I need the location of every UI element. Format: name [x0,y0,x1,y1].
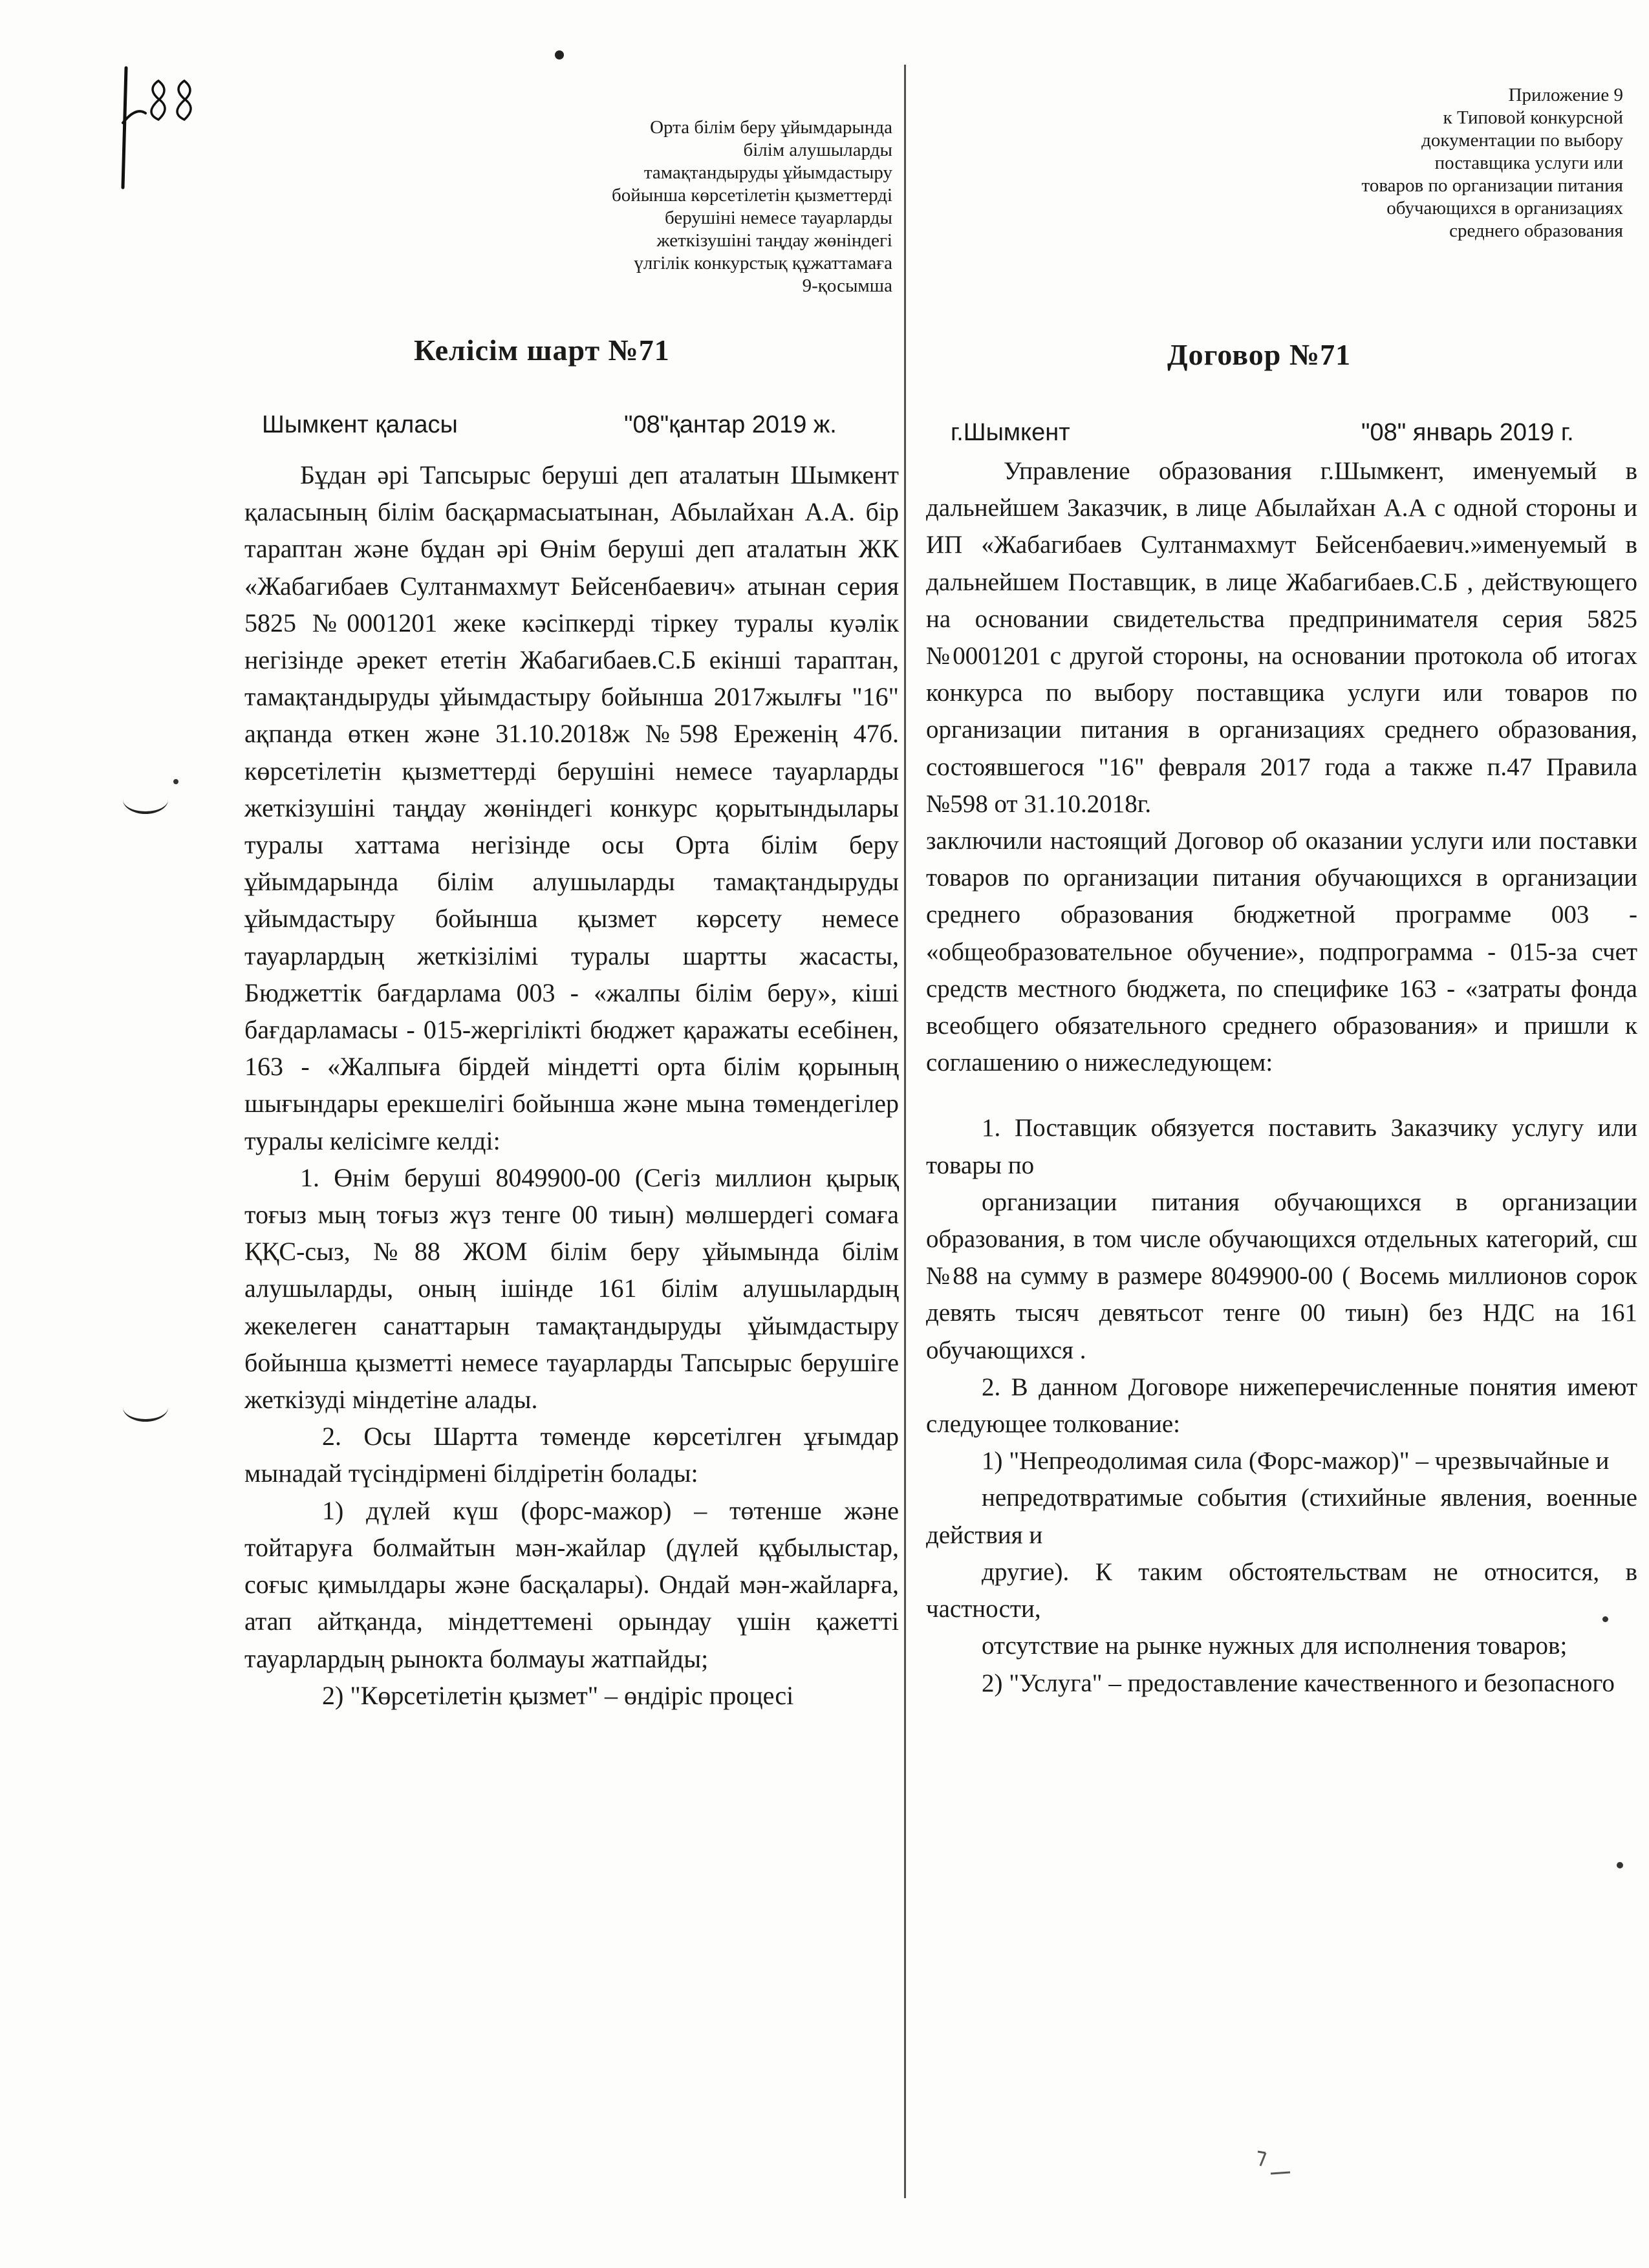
city-kz: Шымкент қаласы [262,411,458,438]
appendix-kz-line: білім алушыларды [743,140,892,160]
appendix-ru-line: товаров по организации питания [1361,175,1623,196]
date-ru: "08" январь 2019 г. [1361,419,1574,446]
kz-paragraph: Бұдан әрі Тапсырыс беруші деп аталатын Шымкент қаласының білім басқармасыатынан, Абылайхан А.А. бір тараптан және бұдан әрі Өнім беруші деп аталатын ЖК «Жабагибаев Султанмахмут Бейсенбаевич» атынан серия 5825 №0001201 жеке кәсіпкерді тіркеу туралы куәлік негізінде әрекет ететін Жабагибаев.С.Б екінші тараптан, тамақтандыруды ұйымдастыру бойынша 2017жылғы "16" ақпанда өткен және 31.10.2018ж №598 Ереженің 47б. көрсетілетін қызметтерді берушіні немесе тауарларды жеткізушіні таңдау жөніндегі конкурс қорытындылары туралы хаттама негізінде осы Орта білім беру ұйымдарында білім алушыларды тамақтандыруды ұйымдастыру бойынша қызмет көрсету немесе тауарлардың жеткізілімі туралы шартты жасасты, Бюджеттік бағдарлама 003 - «жалпы білім беру», кіші бағдарламасы - 015-жергілікті бюджет қаражаты есебінен, 163 - «Жалпыға бірдей міндетті орта білім қорының шығындары ерекшелігі бойынша және мына төмендегілер туралы келісімге келді: [244,460,899,1155]
appendix-ru-line: поставщика услуги или [1434,153,1623,173]
ru-paragraph: отсутствие на рынке нужных для исполнения товаров; [982,1632,1568,1660]
appendix-kz-line: үлгілік конкурстық құжаттамаға [634,253,892,273]
contract-title-ru: Договор №71 [1167,338,1352,371]
contract-text-ru [926,453,1637,1702]
appendix-note-kz [453,116,892,297]
appendix-kz-line: 9-қосымша [802,275,892,296]
appendix-note-ru [1183,84,1623,242]
appendix-ru-line: Приложение 9 [1508,85,1623,105]
scan-speck [173,779,178,784]
appendix-kz-line: тамақтандыруды ұйымдастыру [643,162,892,183]
kz-paragraph: 1. Өнім беруші 8049900-00 (Сегіз миллион қырық тоғыз мың тоғыз жүз тенге 00 тиын) мөлшердегі сомаға ҚҚС-сыз, №88 ЖОМ білім беру ұйымында білім алушыларды, оның ішінде 161 білім алушылардың жекелеген санаттарын тамақтандыруды ұйымдастыру бойынша қызметті немесе тауарларды Тапсырыс берушіге жеткізуді міндетіне алады. [244,1162,899,1415]
ru-paragraph: 1) "Непреодолимая сила (Форс-мажор)" – чрезвычайные и [982,1447,1610,1475]
kz-paragraph: 1) дүлей күш (форс-мажор) – төтенше және тойтаруға болмайтын мән-жайлар (дүлей құбылыстар, соғыс қимылдары және басқалары). Ондай мән-жайларға, атап айтқанда, міндеттемені орындау үшін қажетті тауарлардың рынокта болмауы жатпайды; [244,1495,899,1673]
handwritten-page-number [97,61,207,191]
contract-title-kz: Келісім шарт №71 [414,334,670,367]
kz-paragraph: 2) "Көрсетілетін қызмет" – өндіріс процесі [322,1680,794,1710]
punch-dot [555,50,564,59]
ru-paragraph: непредотвратимые события (стихийные явления, военные действия и [926,1484,1637,1549]
ru-paragraph: 1. Поставщик обязуется поставить Заказчику услугу или товары по [926,1114,1637,1179]
ru-paragraph: Управление образования г.Шымкент, именуемый в дальнейшем Заказчик, в лице Абылайхан А.А с одной стороны и ИП «Жабагибаев Султанмахмут Бейсенбаевич.»именуемый в дальнейшем Поставщик, в лице Жабагибаев.С.Б , действующего на основании свидетельства предпринимателя серия 5825 №0001201 с другой стороны, на основании протокола об итогах конкурса по выбору поставщика услуги или товаров по организации питания в организациях среднего образования, состоявшегося "16" февраля 2017 года а также п.47 Правила №598 от 31.10.2018г. [926,457,1637,818]
ru-paragraph: заключили настоящий Договор об оказании услуги или поставки товаров по организации питания обучающихся в организации среднего образования бюджетной программе 003 - «общеобразовательное обучение», подпрограмма - 015-за счет средств местного бюджета, по специфике 163 - «затраты фонда всеобщего обязательного среднего образования» и пришли к соглашению о нижеследующем: [926,827,1637,1077]
contract-text-kz [244,456,899,1714]
appendix-kz-line: Орта білім беру ұйымдарында [650,117,892,138]
appendix-ru-line: к Типовой конкурсной [1443,107,1623,128]
scan-speck [1602,1616,1608,1622]
appendix-kz-line: жеткізушіні таңдау жөніндегі [656,230,892,251]
appendix-ru-line: обучающихся в организациях [1386,198,1623,219]
scan-artifact-mark [1251,2146,1303,2185]
scan-speck [1617,1862,1623,1868]
punch-hole-mark [123,1393,168,1422]
ru-paragraph: 2. В данном Договоре нижеперечисленные понятия имеют следующее толкование: [926,1373,1637,1439]
ru-paragraph: другие). К таким обстоятельствам не относится, в частности, [926,1557,1637,1623]
ru-paragraph: организации питания обучающихся в организации образования, в том числе обучающихся отдельных категорий, сш №88 на сумму в размере 8049900-00 ( Восемь миллионов сорок девять тысяч девятьсот тенге 00 тиын) без НДС на 161 обучающихся . [926,1188,1637,1364]
city-ru: г.Шымкент [951,419,1070,446]
date-kz: "08"қантар 2019 ж. [624,411,837,438]
appendix-ru-line: среднего образования [1449,220,1623,241]
appendix-ru-line: документации по выбору [1421,130,1623,151]
appendix-kz-line: бойынша көрсетілетін қызметтерді [612,185,892,206]
ru-paragraph: 2) "Услуга" – предоставление качественного и безопасного [982,1669,1615,1697]
appendix-kz-line: берушіні немесе тауарларды [665,208,892,228]
kz-paragraph: 2. Осы Шартта төменде көрсетілген ұғымдар мынадай түсіндірмені білдіретін болады: [244,1422,899,1488]
column-divider [904,65,906,2198]
punch-hole-mark [123,786,168,814]
